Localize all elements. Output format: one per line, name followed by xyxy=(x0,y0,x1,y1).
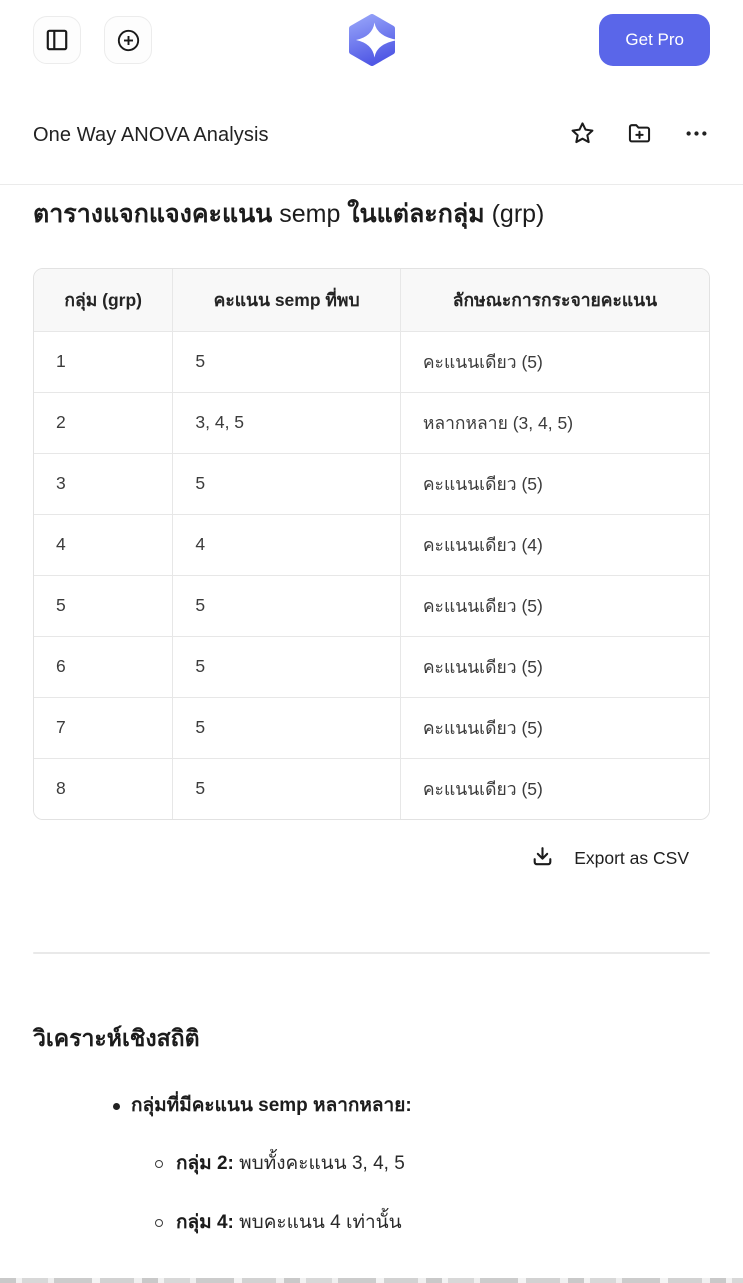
table-heading-thai-2: ในแต่ละกลุ่ม xyxy=(340,200,492,228)
table-row xyxy=(34,636,709,697)
table-cell: 3, 4, 5 xyxy=(172,392,399,453)
ellipsis-icon xyxy=(683,120,710,150)
star-icon xyxy=(569,120,596,150)
table-row xyxy=(34,392,709,453)
table-cell: 4 xyxy=(34,514,172,575)
export-row xyxy=(33,844,710,874)
title-bar xyxy=(0,120,743,185)
table-row xyxy=(34,453,709,514)
sub-bullet-text xyxy=(176,1209,402,1238)
list-item xyxy=(155,1150,710,1179)
bullet-text: กลุ่มที่มีคะแนน semp หลากหลาย: xyxy=(131,1094,412,1116)
title-actions xyxy=(569,120,710,150)
table-header-row xyxy=(34,269,709,331)
table-cell: 5 xyxy=(172,758,399,819)
table-cell: หลากหลาย (3, 4, 5) xyxy=(400,392,709,453)
table-row xyxy=(34,331,709,392)
sub-bullet-text xyxy=(176,1150,405,1179)
app-logo-icon xyxy=(346,14,398,66)
table-cell: คะแนนเดียว (5) xyxy=(400,453,709,514)
table-cell: 5 xyxy=(172,697,399,758)
more-options-button[interactable] xyxy=(683,120,710,150)
score-distribution-table xyxy=(33,268,710,820)
download-icon xyxy=(530,844,555,874)
section-divider xyxy=(33,952,710,954)
get-pro-button[interactable]: Get Pro xyxy=(599,14,710,66)
sub-bullet-bold: กลุ่ม 4: xyxy=(176,1211,234,1233)
table-cell: 8 xyxy=(34,758,172,819)
table-cell: 5 xyxy=(34,575,172,636)
table-cell: คะแนนเดียว (5) xyxy=(400,697,709,758)
table-cell: 5 xyxy=(172,331,399,392)
table-row xyxy=(34,575,709,636)
new-chat-button[interactable] xyxy=(104,16,152,64)
table-cell: 3 xyxy=(34,453,172,514)
table-cell: 5 xyxy=(172,575,399,636)
table-heading-thai-1: ตารางแจกแจงคะแนน xyxy=(33,200,280,228)
sidebar-icon xyxy=(44,27,70,53)
column-header: คะแนน semp ที่พบ xyxy=(172,269,399,331)
bullet-circle-icon xyxy=(155,1160,163,1168)
table-cell: 1 xyxy=(34,331,172,392)
table-row xyxy=(34,758,709,819)
table-cell: 6 xyxy=(34,636,172,697)
export-csv-button[interactable] xyxy=(530,844,689,874)
folder-plus-icon xyxy=(626,120,653,150)
column-header: ลักษณะการกระจายคะแนน xyxy=(400,269,709,331)
top-bar xyxy=(0,0,743,66)
table-cell: คะแนนเดียว (5) xyxy=(400,636,709,697)
table-heading-latin-2: (grp) xyxy=(491,200,545,228)
sub-bullet-rest: พบคะแนน 4 เท่านั้น xyxy=(233,1211,402,1233)
table-cell: 7 xyxy=(34,697,172,758)
export-csv-label: Export as CSV xyxy=(574,848,689,869)
analysis-heading: วิเคราะห์เชิงสถิติ xyxy=(33,1024,200,1051)
table-cell: 4 xyxy=(172,514,399,575)
list-item xyxy=(155,1209,710,1238)
table-cell: 5 xyxy=(172,636,399,697)
table-heading-latin-1: semp xyxy=(279,200,341,228)
conversation-title: One Way ANOVA Analysis xyxy=(33,123,269,146)
favorite-button[interactable] xyxy=(569,120,596,150)
table-row xyxy=(34,697,709,758)
message-content xyxy=(0,198,743,1237)
bullet-circle-icon xyxy=(155,1219,163,1227)
plus-circle-icon xyxy=(115,27,142,54)
sub-bullet-bold: กลุ่ม 2: xyxy=(176,1153,234,1175)
table-row xyxy=(34,514,709,575)
table-cell: คะแนนเดียว (5) xyxy=(400,758,709,819)
add-to-folder-button[interactable] xyxy=(626,120,653,150)
column-header: กลุ่ม (grp) xyxy=(34,269,172,331)
sub-bullet-rest: พบทั้งคะแนน 3, 4, 5 xyxy=(233,1153,405,1175)
table-cell: คะแนนเดียว (5) xyxy=(400,331,709,392)
table-heading xyxy=(33,198,710,232)
list-item xyxy=(113,1092,710,1121)
cutoff-content-strip xyxy=(0,1278,743,1283)
table-cell: 2 xyxy=(34,392,172,453)
bullet-dot-icon xyxy=(113,1103,120,1110)
table-cell: 5 xyxy=(172,453,399,514)
table-cell: คะแนนเดียว (4) xyxy=(400,514,709,575)
sidebar-toggle-button[interactable] xyxy=(33,16,81,64)
table-cell: คะแนนเดียว (5) xyxy=(400,575,709,636)
